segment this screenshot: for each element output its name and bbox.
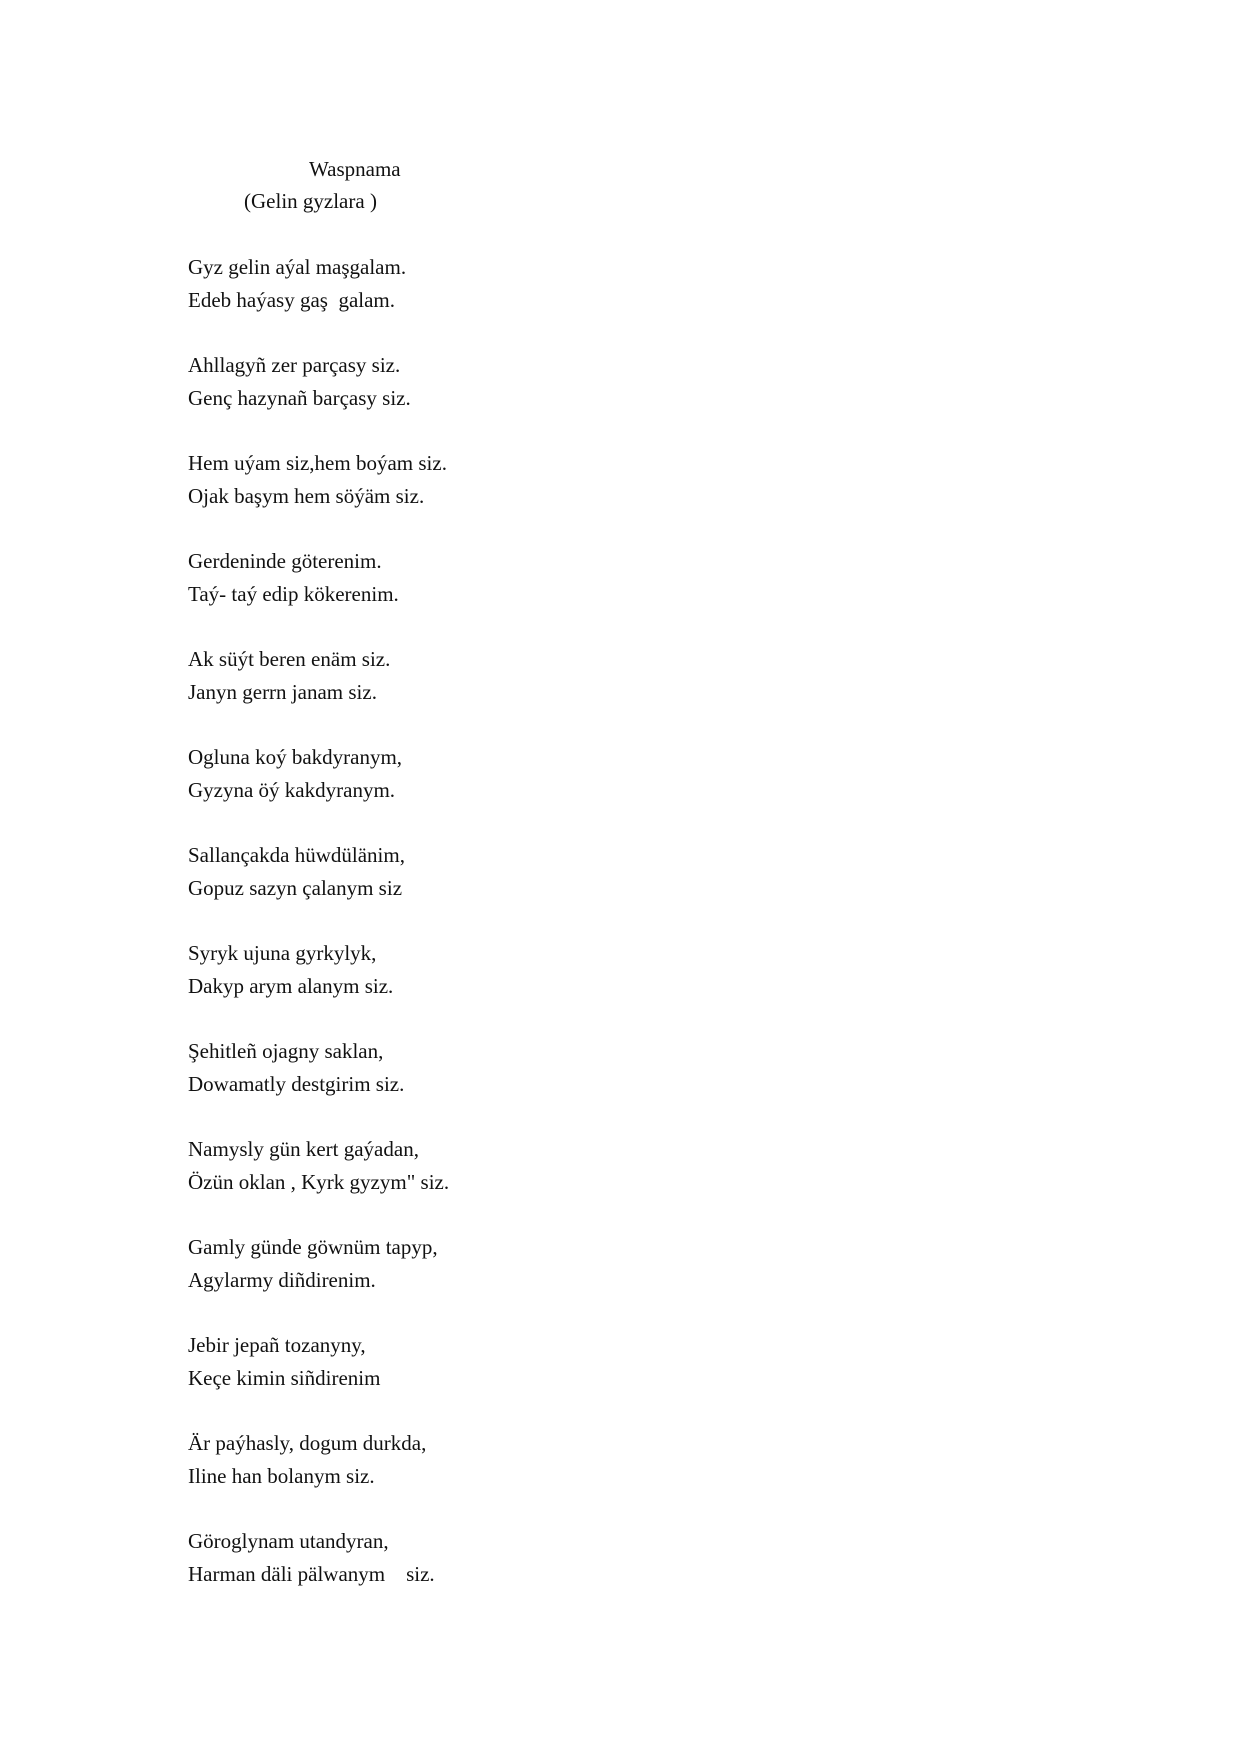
poem-line: Namysly gün kert gaýadan, <box>188 1137 419 1161</box>
stanza <box>188 839 1088 904</box>
poem-line: Şehitleñ ojagny saklan, <box>188 1039 384 1063</box>
stanza <box>188 741 1088 806</box>
poem-line: Ahllagyñ zer parçasy siz. <box>188 353 401 377</box>
poem-line: Özün oklan , Kyrk gyzym" siz. <box>188 1169 450 1194</box>
poem-line: Agylarmy diñdirenim. <box>188 1267 376 1292</box>
poem-line: Keçe kimin siñdirenim <box>188 1365 381 1390</box>
stanza <box>188 937 1088 1002</box>
stanza <box>188 1231 1088 1296</box>
poem-line: Edeb haýasy gaş galam. <box>188 287 396 312</box>
stanza <box>188 1035 1088 1100</box>
poem-subtitle: (Gelin gyzlara ) <box>244 189 377 213</box>
stanza <box>188 1427 1088 1492</box>
poem-line: Ak süýt beren enäm siz. <box>188 647 391 671</box>
poem-line: Jebir jepañ tozanyny, <box>188 1333 366 1357</box>
poem-line: Dowamatly destgirim siz. <box>188 1071 405 1096</box>
stanza <box>188 251 1088 316</box>
poem-line: Ojak başym hem söýäm siz. <box>188 483 425 508</box>
poem-line: Iline han bolanym siz. <box>188 1463 375 1488</box>
poem-line: Sallançakda hüwdülänim, <box>188 843 405 867</box>
poem-line: Gerdeninde göterenim. <box>188 549 382 573</box>
poem-line: Gyz gelin aýal maşgalam. <box>188 255 407 279</box>
poem-line: Syryk ujuna gyrkylyk, <box>188 941 377 965</box>
poem-line: Harman däli pälwanym siz. <box>188 1561 435 1586</box>
poem-line: Hem uýam siz,hem boýam siz. <box>188 451 447 475</box>
poem-body <box>188 251 1088 1623</box>
poem-line: Ogluna koý bakdyranym, <box>188 745 403 769</box>
poem-line: Gamly günde göwnüm tapyp, <box>188 1235 438 1259</box>
poem-line: Genç hazynañ barçasy siz. <box>188 385 411 410</box>
poem-line: Janyn gerrn janam siz. <box>188 679 377 704</box>
stanza <box>188 1133 1088 1198</box>
stanza <box>188 1525 1088 1590</box>
stanza <box>188 643 1088 708</box>
poem-line: Gyzyna öý kakdyranym. <box>188 777 396 802</box>
stanza <box>188 545 1088 610</box>
poem-line: Är paýhasly, dogum durkda, <box>188 1431 427 1455</box>
stanza <box>188 349 1088 414</box>
poem-title: Waspnama <box>309 157 401 181</box>
stanza <box>188 447 1088 512</box>
poem-line: Göroglynam utandyran, <box>188 1529 389 1553</box>
poem-line: Dakyp arym alanym siz. <box>188 973 394 998</box>
poem-line: Taý- taý edip kökerenim. <box>188 581 399 606</box>
poem-line: Gopuz sazyn çalanym siz <box>188 875 403 900</box>
stanza <box>188 1329 1088 1394</box>
